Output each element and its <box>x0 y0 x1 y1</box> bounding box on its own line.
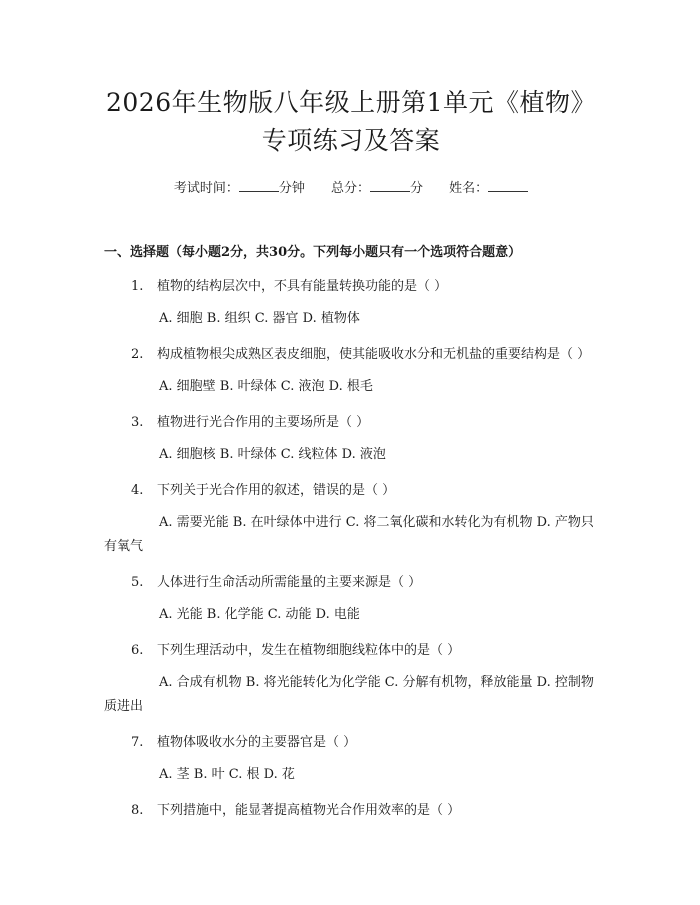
question-number: 2. <box>131 347 144 362</box>
question-2 <box>104 343 598 367</box>
question-5-options: A. 光能 B. 化学能 C. 动能 D. 电能 <box>159 607 360 622</box>
question-number: 5. <box>131 575 144 590</box>
title-line-2: 专项练习及答案 <box>261 126 441 155</box>
question-number: 3. <box>131 415 144 430</box>
question-text: 人体进行生命活动所需能量的主要来源是（ ） <box>157 575 422 590</box>
question-text: 下列生理活动中，发生在植物细胞线粒体中的是（ ） <box>157 643 461 658</box>
question-6-options: A. 合成有机物 B. 将光能转化为化学能 C. 分解有机物，释放能量 D. 控制物质进出 <box>104 675 594 714</box>
question-text: 植物体吸收水分的主要器官是（ ） <box>157 735 357 750</box>
time-label: 考试时间： <box>173 181 239 196</box>
question-text: 构成植物根尖成熟区表皮细胞，使其能吸收水分和无机盐的重要结构是（ ） <box>157 347 591 362</box>
question-7 <box>104 731 598 755</box>
question-text: 下列关于光合作用的叙述，错误的是（ ） <box>157 483 396 498</box>
exam-info <box>104 178 598 199</box>
question-1-options: A. 细胞 B. 组织 C. 器官 D. 植物体 <box>159 311 360 326</box>
time-blank <box>239 178 279 192</box>
score-unit: 分 <box>410 181 424 196</box>
student-name <box>449 178 528 199</box>
question-6 <box>104 639 598 663</box>
name-label: 姓名： <box>449 181 489 196</box>
question-list <box>104 275 598 823</box>
exam-time <box>174 178 305 199</box>
score-blank <box>370 178 410 192</box>
total-score <box>331 178 423 199</box>
question-number: 4. <box>131 483 144 498</box>
question-text: 植物进行光合作用的主要场所是（ ） <box>157 415 370 430</box>
question-3 <box>104 411 598 435</box>
title-line-1: 2026年生物版八年级上册第1单元《植物》 <box>105 88 597 117</box>
question-number: 6. <box>131 643 144 658</box>
score-label: 总分： <box>330 181 370 196</box>
question-number: 8. <box>131 803 144 818</box>
question-2-options: A. 细胞壁 B. 叶绿体 C. 液泡 D. 根毛 <box>159 379 373 394</box>
question-4-options: A. 需要光能 B. 在叶绿体中进行 C. 将二氧化碳和水转化为有机物 D. 产物只有氧气 <box>104 515 594 554</box>
question-number: 7. <box>131 735 144 750</box>
question-1 <box>104 275 598 299</box>
question-3-options: A. 细胞核 B. 叶绿体 C. 线粒体 D. 液泡 <box>159 447 386 462</box>
page-title <box>104 0 598 160</box>
question-5 <box>104 571 598 595</box>
section-title: 一、选择题（每小题2分，共30分。下列每小题只有一个选项符合题意） <box>104 245 522 260</box>
time-unit: 分钟 <box>278 181 305 196</box>
question-text: 植物的结构层次中，不具有能量转换功能的是（ ） <box>157 279 448 294</box>
question-8 <box>104 799 598 823</box>
question-4 <box>104 479 598 503</box>
question-7-options: A. 茎 B. 叶 C. 根 D. 花 <box>159 767 295 782</box>
name-blank <box>488 178 528 192</box>
question-text: 下列措施中，能显著提高植物光合作用效率的是（ ） <box>157 803 461 818</box>
question-number: 1. <box>131 279 144 294</box>
